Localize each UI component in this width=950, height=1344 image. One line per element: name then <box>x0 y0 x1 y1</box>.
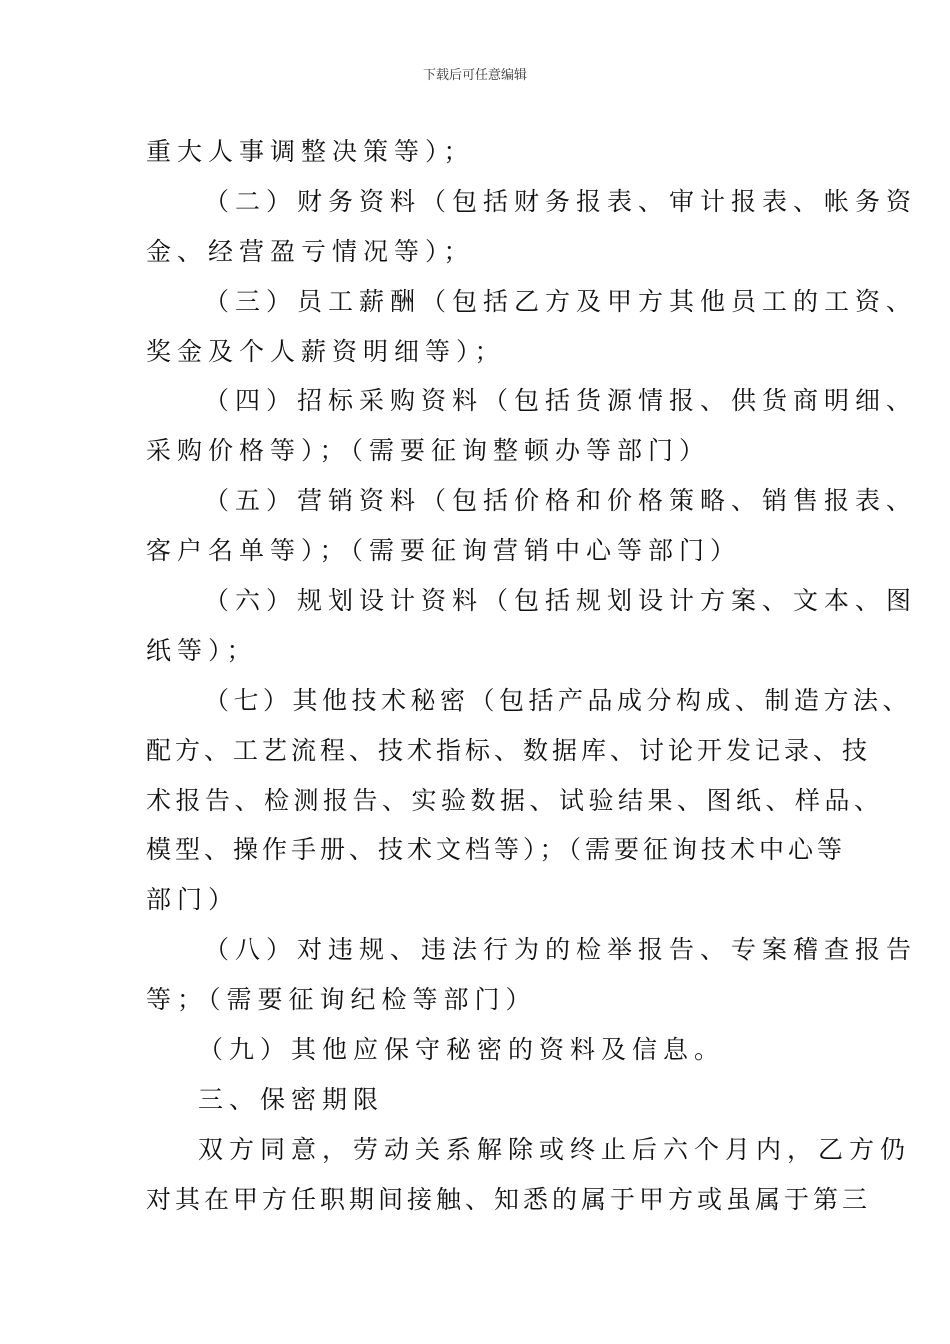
text-line: （二）财务资料（包括财务报表、审计报表、帐务资 <box>204 186 918 216</box>
text-line: （五）营销资料（包括价格和价格策略、销售报表、 <box>204 486 918 516</box>
text-line: 配方、工艺流程、技术指标、数据库、讨论开发记录、技 <box>146 735 872 765</box>
text-line: （八）对违规、违法行为的检举报告、专案稽查报告 <box>204 935 918 965</box>
text-line: 纸等）； <box>146 635 258 665</box>
section-heading: 三、保密期限 <box>198 1084 385 1114</box>
text-line: 等；（需要征询纪检等部门） <box>146 985 537 1015</box>
text-line: 模型、操作手册、技术文档等）；（需要征询技术中心等 <box>146 835 847 865</box>
text-line: 术报告、检测报告、实验数据、试验结果、图纸、样品、 <box>146 785 884 815</box>
text-line: （九）其他应保守秘密的资料及信息。 <box>198 1035 726 1065</box>
text-line: （三）员工薪酬（包括乙方及甲方其他员工的工资、 <box>204 286 918 316</box>
page-header: 下载后可任意编辑 <box>422 68 527 83</box>
text-line: 重大人事调整决策等）； <box>146 137 475 166</box>
document-body <box>146 127 918 1225</box>
text-line: 采购价格等）；（需要征询整顿办等部门） <box>146 436 711 466</box>
text-line: 双方同意，劳动关系解除或终止后六个月内，乙方仍 <box>198 1134 912 1164</box>
text-line: （七）其他技术秘密（包括产品成分构成、制造方法、 <box>204 685 913 715</box>
text-line: 客户名单等）；（需要征询营销中心等部门） <box>146 536 742 566</box>
text-line: （四）招标采购资料（包括货源情报、供货商明细、 <box>204 386 918 416</box>
text-line: （六）规划设计资料（包括规划设计方案、文本、图 <box>204 586 918 616</box>
text-line: 奖金及个人薪资明细等）； <box>146 336 506 366</box>
text-line: 部门） <box>146 885 240 915</box>
text-line: 对其在甲方任职期间接触、知悉的属于甲方或虽属于第三 <box>146 1184 872 1214</box>
text-line: 金、经营盈亏情况等）； <box>146 236 475 266</box>
